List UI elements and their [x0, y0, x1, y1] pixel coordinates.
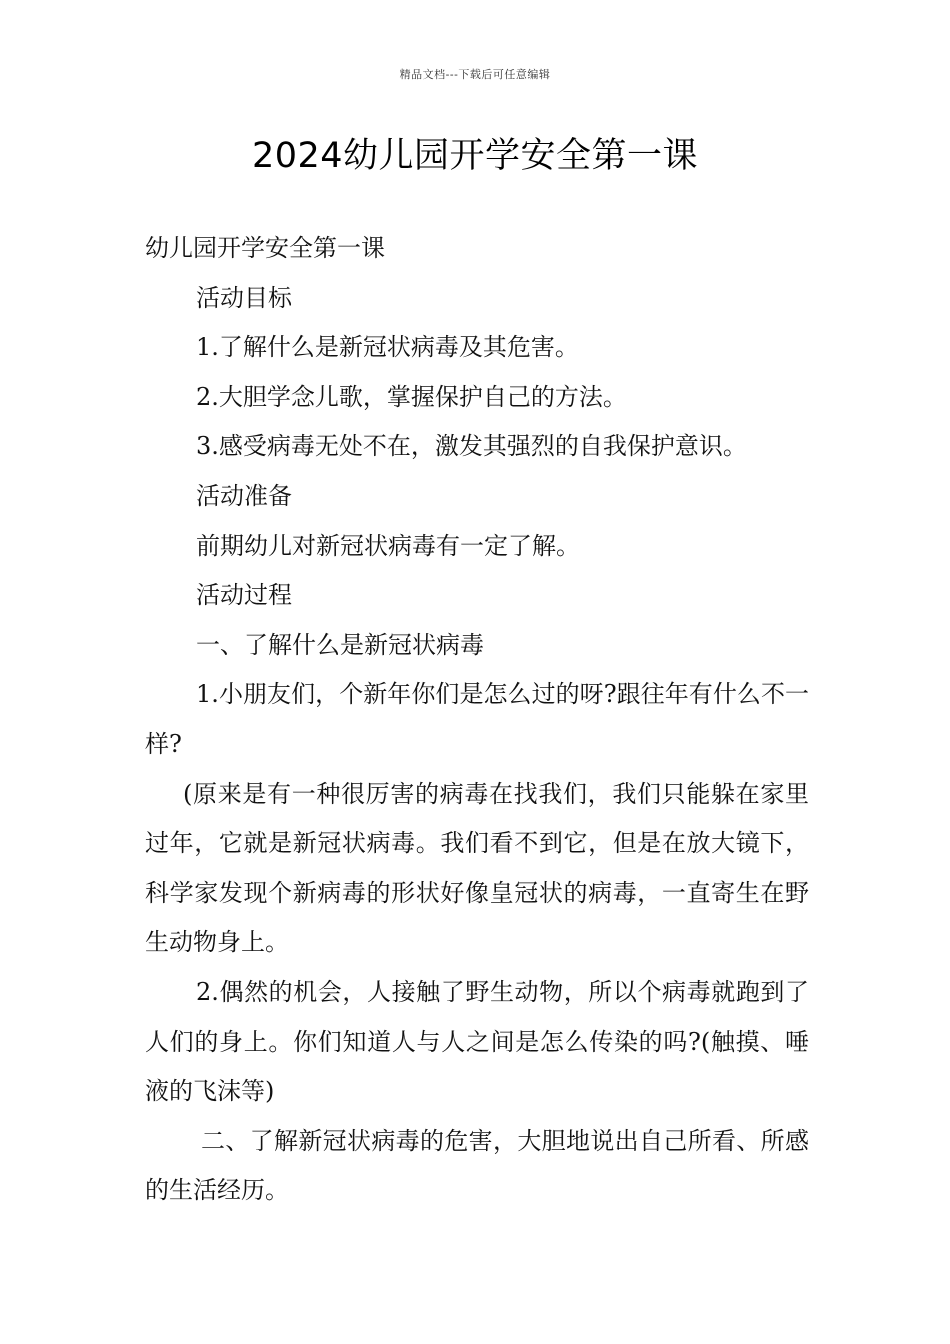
heading-activity-process: 活动过程 — [196, 581, 292, 610]
list-item-goal-2: 2.大胆学念儿歌，掌握保护自己的方法。 — [196, 382, 627, 411]
heading-activity-preparation: 活动准备 — [196, 481, 292, 510]
document-body — [145, 224, 809, 1216]
list-item-goal-1: 1.了解什么是新冠状病毒及其危害。 — [196, 333, 579, 362]
document-title: 2024幼儿园开学安全第一课 — [251, 136, 699, 176]
paragraph-intro: 幼儿园开学安全第一课 — [145, 234, 385, 262]
header-note: 精品文档---下载后可任意编辑 — [399, 68, 551, 81]
heading-activity-goals: 活动目标 — [196, 283, 292, 312]
paragraph-explanation: (原来是有一种很厉害的病毒在找我们，我们只能躲在家里过年，它就是新冠状病毒。我们看不到它，但是在放大镜下，科学家发现个新病毒的形状好像皇冠状的病毒，一直寄生在野生动物身上。 — [145, 779, 809, 957]
paragraph-process-2: 2.偶然的机会，人接触了野生动物，所以个病毒就跑到了人们的身上。你们知道人与人之间是怎么传染的吗?(触摸、唾液的飞沫等) — [145, 977, 809, 1106]
paragraph-preparation: 前期幼儿对新冠状病毒有一定了解。 — [196, 531, 580, 560]
section-heading-1: 一、了解什么是新冠状病毒 — [196, 630, 484, 659]
list-item-goal-3: 3.感受病毒无处不在，激发其强烈的自我保护意识。 — [196, 432, 747, 461]
section-heading-2: 二、了解新冠状病毒的危害，大胆地说出自己所看、所感的生活经历。 — [145, 1126, 809, 1205]
paragraph-process-1: 1.小朋友们，个新年你们是怎么过的呀?跟往年有什么不一样? — [145, 680, 809, 758]
